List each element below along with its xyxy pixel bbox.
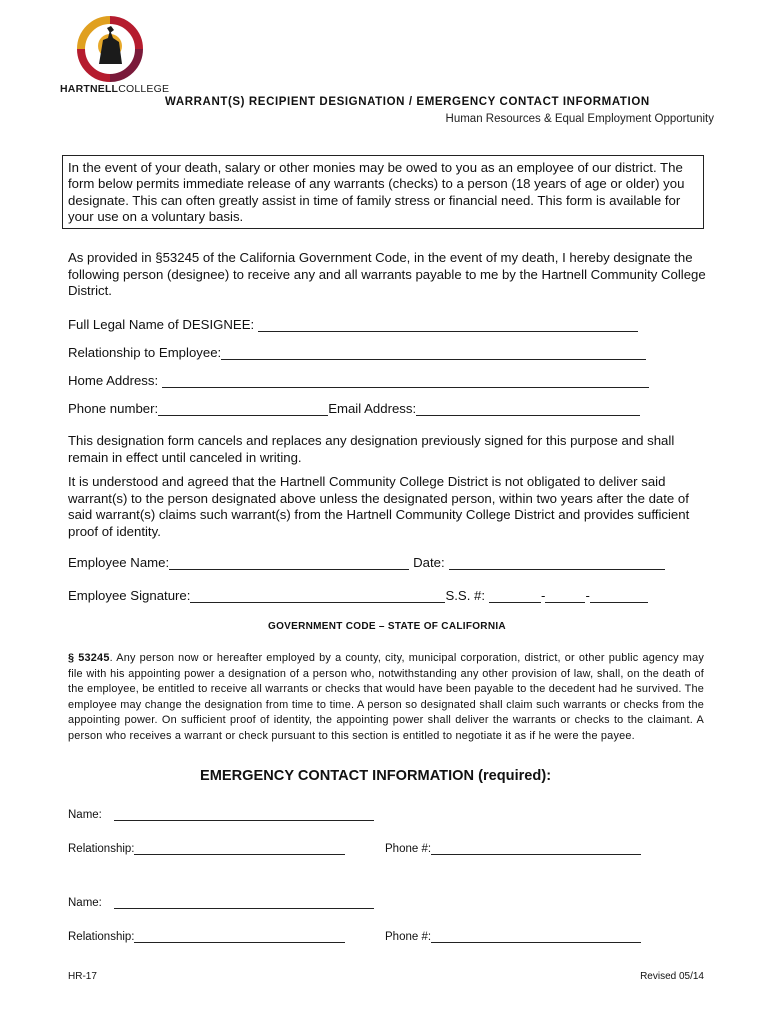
emergency-name-row-1: Name: [68,808,374,821]
phone-email-row: Phone number: Email Address: [68,401,640,416]
emergency-relationship-row-1: Relationship: [68,842,345,855]
home-address-field[interactable] [162,375,649,388]
email-field[interactable] [416,403,640,416]
emergency-relationship-row-2: Relationship: [68,930,345,943]
emergency-name-field-2[interactable] [114,896,374,909]
ss-field-1[interactable] [489,590,541,603]
emergency-relationship-field-1[interactable] [134,842,345,855]
form-id: HR-17 [68,971,97,982]
employee-name-row: Employee Name: Date: [68,555,665,570]
college-name: HARTNELLCOLLEGE [60,83,170,95]
notice-box [62,155,704,229]
cancel-text: This designation form cancels and replaces any designation previously signed for this purpose and shall remain in effect until canceled in writing. [68,433,675,465]
designee-name-row: Full Legal Name of DESIGNEE: [68,317,638,332]
revised-date: Revised 05/14 [640,971,704,982]
ss-field-2[interactable] [545,590,585,603]
department-subtitle: Human Resources & Equal Employment Opportunity [445,113,714,125]
ss-field-3[interactable] [590,590,648,603]
college-logo [77,16,143,82]
signature-field[interactable] [190,590,445,603]
phone-field[interactable] [158,403,328,416]
relationship-field[interactable] [221,347,646,360]
date-field[interactable] [449,557,665,570]
statute-text: § 53245. Any person now or hereafter employed by a county, city, municipal corporation, district, or other public agency may file with his appointing power a designation of a person who, notwithstanding any other provision of law, shall, on the death of the employee, be entitled to receive all warrants or checks that would have been payable to the decedent had he survived. The employee may change the designation from time to time. A person so designated shall claim such warrants or checks from the appointing power. On sufficient proof of identity, the appointing power shall deliver the warrants or checks to the claimant. A person who receives a warrant or check pursuant to this section is entitled to negotiate it as if he were the payee. [68,652,704,742]
relationship-row: Relationship to Employee: [68,345,646,360]
notice-text: In the event of your death, salary or other monies may be owed to you as an employee of our district. The form below permits immediate release of any warrants (checks) to a person (18 years of age or older) you designate. This can often greatly assist in time of family stress or financial need. This form is available for your use on a voluntary basis. [68,160,685,224]
emergency-phone-row-2: Phone #: [385,930,641,943]
designee-name-field[interactable] [258,319,638,332]
gov-code-heading: GOVERNMENT CODE – STATE OF CALIFORNIA [268,621,506,632]
emergency-phone-field-1[interactable] [431,842,641,855]
employee-name-field[interactable] [169,557,409,570]
designation-intro: As provided in §53245 of the California Government Code, in the event of my death, I hereby designate the following person (designee) to receive any and all warrants payable to me by the Hartnell Community College District. [68,250,706,299]
emergency-name-field-1[interactable] [114,808,374,821]
emergency-relationship-field-2[interactable] [134,930,345,943]
emergency-title: EMERGENCY CONTACT INFORMATION (required): [200,768,552,784]
emergency-name-row-2: Name: [68,896,374,909]
home-address-row: Home Address: [68,373,649,388]
understood-text: It is understood and agreed that the Hartnell Community College District is not obligated to deliver said warrant(s) to the person designated above unless the designated person, within two years after the date of said warrant(s) claims such warrant(s) from the Hartnell Community College District and provides sufficient proof of identity. [68,474,690,539]
emergency-phone-row-1: Phone #: [385,842,641,855]
employee-signature-row: Employee Signature: S.S. #: - - [68,588,648,603]
emergency-phone-field-2[interactable] [431,930,641,943]
form-title: WARRANT(S) RECIPIENT DESIGNATION / EMERGENCY CONTACT INFORMATION [165,96,650,108]
